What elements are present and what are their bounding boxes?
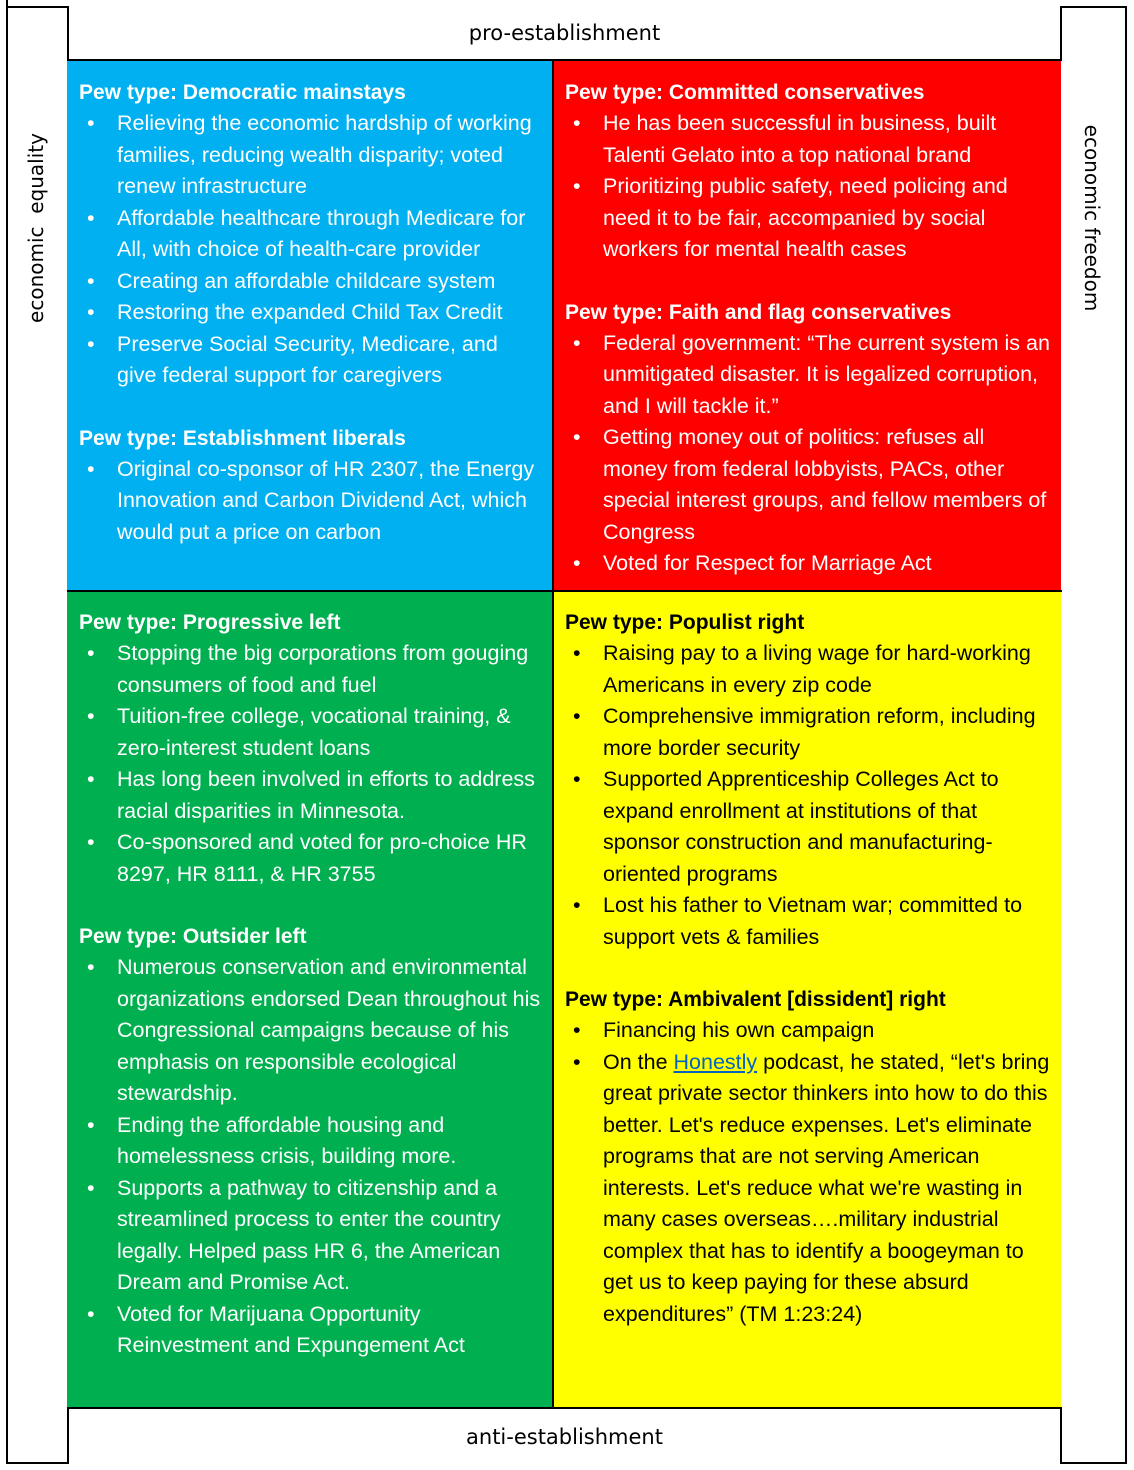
vertical-divider <box>552 61 554 1407</box>
list-item: • Numerous conservation and environmental organizations endorsed Dean throughout his Congressional campaigns because of his emphasis on responsible ecological stewardship. <box>79 952 543 1110</box>
list-item: • Supports a pathway to citizenship and a streamlined process to enter the country legally. Helped pass HR 6, the American Dream and Promise Act. <box>79 1173 543 1299</box>
section-democratic-mainstays <box>79 77 543 392</box>
list-item: • Tuition-free college, vocational training, & zero-interest student loans <box>79 701 543 764</box>
section-heading: Pew type: Faith and flag conservatives <box>565 300 952 324</box>
section-outsider-left <box>79 921 543 1362</box>
corner-mark <box>6 0 8 8</box>
section-heading: Pew type: Populist right <box>565 611 805 634</box>
list-item: • Supported Apprenticeship Colleges Act to expand enrollment at institutions of that sponsor construction and manufacturing-oriented programs <box>565 764 1051 890</box>
section-heading: Pew type: Committed conservatives <box>565 81 925 104</box>
list-item: • Affordable healthcare through Medicare for All, with choice of health-care provider <box>79 203 543 266</box>
section-heading: Pew type: Progressive left <box>79 611 341 634</box>
axis-label-bottom: anti-establishment <box>67 1407 1062 1464</box>
quadrant-top-right <box>553 61 1061 591</box>
section-spacer <box>565 953 1051 984</box>
list-item: • Voted for Respect for Marriage Act <box>565 548 1051 580</box>
axis-right-cell <box>1062 61 1122 1407</box>
list-item: • Prioritizing public safety, need policing and need it to be fair, accompanied by social workers for mental health cases <box>565 171 1051 266</box>
section-ambivalent-right <box>565 984 1051 1330</box>
section-establishment-liberals <box>79 423 543 549</box>
list-item: • Has long been involved in efforts to address racial disparities in Minnesota. <box>79 764 543 827</box>
list-item: • Restoring the expanded Child Tax Credit <box>79 297 543 329</box>
list-item: • Original co-sponsor of HR 2307, the Energy Innovation and Carbon Dividend Act, which would put a price on carbon <box>79 454 543 549</box>
section-heading: Pew type: Ambivalent [dissident] right <box>565 988 946 1011</box>
section-heading: Pew type: Establishment liberals <box>79 426 406 450</box>
section-committed-conservatives <box>565 77 1051 266</box>
honestly-podcast-link[interactable]: Honestly <box>673 1049 758 1074</box>
bullet-list <box>565 108 1051 266</box>
list-item: • Comprehensive immigration reform, including more border security <box>565 701 1051 764</box>
section-spacer <box>79 392 543 423</box>
quote-text-before: On the <box>603 1049 674 1074</box>
axis-label-left: economic equality <box>24 133 48 323</box>
section-progressive-left <box>79 607 543 890</box>
list-item: • Creating an affordable childcare system <box>79 266 543 298</box>
bullet-list <box>79 952 543 1362</box>
axis-label-top: pro-establishment <box>67 6 1062 61</box>
bullet-list <box>79 454 543 549</box>
quadrant-bottom-right <box>553 591 1061 1407</box>
section-heading: Pew type: Outsider left <box>79 925 307 948</box>
list-item: • Federal government: “The current system is an unmitigated disaster. It is legalized corruption, and I will tackle it.” <box>565 328 1051 423</box>
bullet-list <box>79 638 543 890</box>
list-item: • He has been successful in business, built Talenti Gelato into a top national brand <box>565 108 1051 171</box>
section-populist-right <box>565 607 1051 953</box>
list-item: • Raising pay to a living wage for hard-working Americans in every zip code <box>565 638 1051 701</box>
horizontal-divider <box>67 590 1062 592</box>
list-item: • Ending the affordable housing and homelessness crisis, building more. <box>79 1110 543 1173</box>
list-item: • Voted for Marijuana Opportunity Reinvestment and Expungement Act <box>79 1299 543 1362</box>
list-item: • Financing his own campaign <box>565 1015 1051 1047</box>
bullet-list <box>79 108 543 392</box>
list-item: • Preserve Social Security, Medicare, and give federal support for caregivers <box>79 329 543 392</box>
list-item: • Lost his father to Vietnam war; committed to support vets & families <box>565 890 1051 953</box>
list-item: • Getting money out of politics: refuses all money from federal lobbyists, PACs, other special interest groups, and fellow members of Congress <box>565 422 1051 548</box>
list-item: • Stopping the big corporations from gouging consumers of food and fuel <box>79 638 543 701</box>
quote-text-after: podcast, he stated, “let's bring great private sector thinkers into how to do this better. Let's reduce expenses. Let's eliminate programs that are not serving American interests. Let's reduce what we're wasting in many cases overseas….military industrial complex that has to identify a boogeyman to get us to keep paying for these absurd expenditures” (TM 1:23:24) <box>603 1049 1050 1326</box>
axis-label-right: economic freedom <box>1080 124 1104 312</box>
list-item-quote <box>565 1047 1051 1331</box>
section-spacer <box>79 890 543 921</box>
bullet-list <box>565 638 1051 953</box>
quadrant-bottom-left <box>67 591 553 1407</box>
quadrant-top-left <box>67 61 553 591</box>
axis-left-cell <box>6 61 66 1407</box>
bullet-list <box>565 1015 1051 1330</box>
section-spacer <box>565 266 1051 297</box>
section-faith-and-flag-conservatives <box>565 297 1051 580</box>
section-heading: Pew type: Democratic mainstays <box>79 81 406 104</box>
list-item: • Co-sponsored and voted for pro-choice HR 8297, HR 8111, & HR 3755 <box>79 827 543 890</box>
bullet-list <box>565 328 1051 580</box>
list-item: • Relieving the economic hardship of working families, reducing wealth disparity; voted renew infrastructure <box>79 108 543 203</box>
